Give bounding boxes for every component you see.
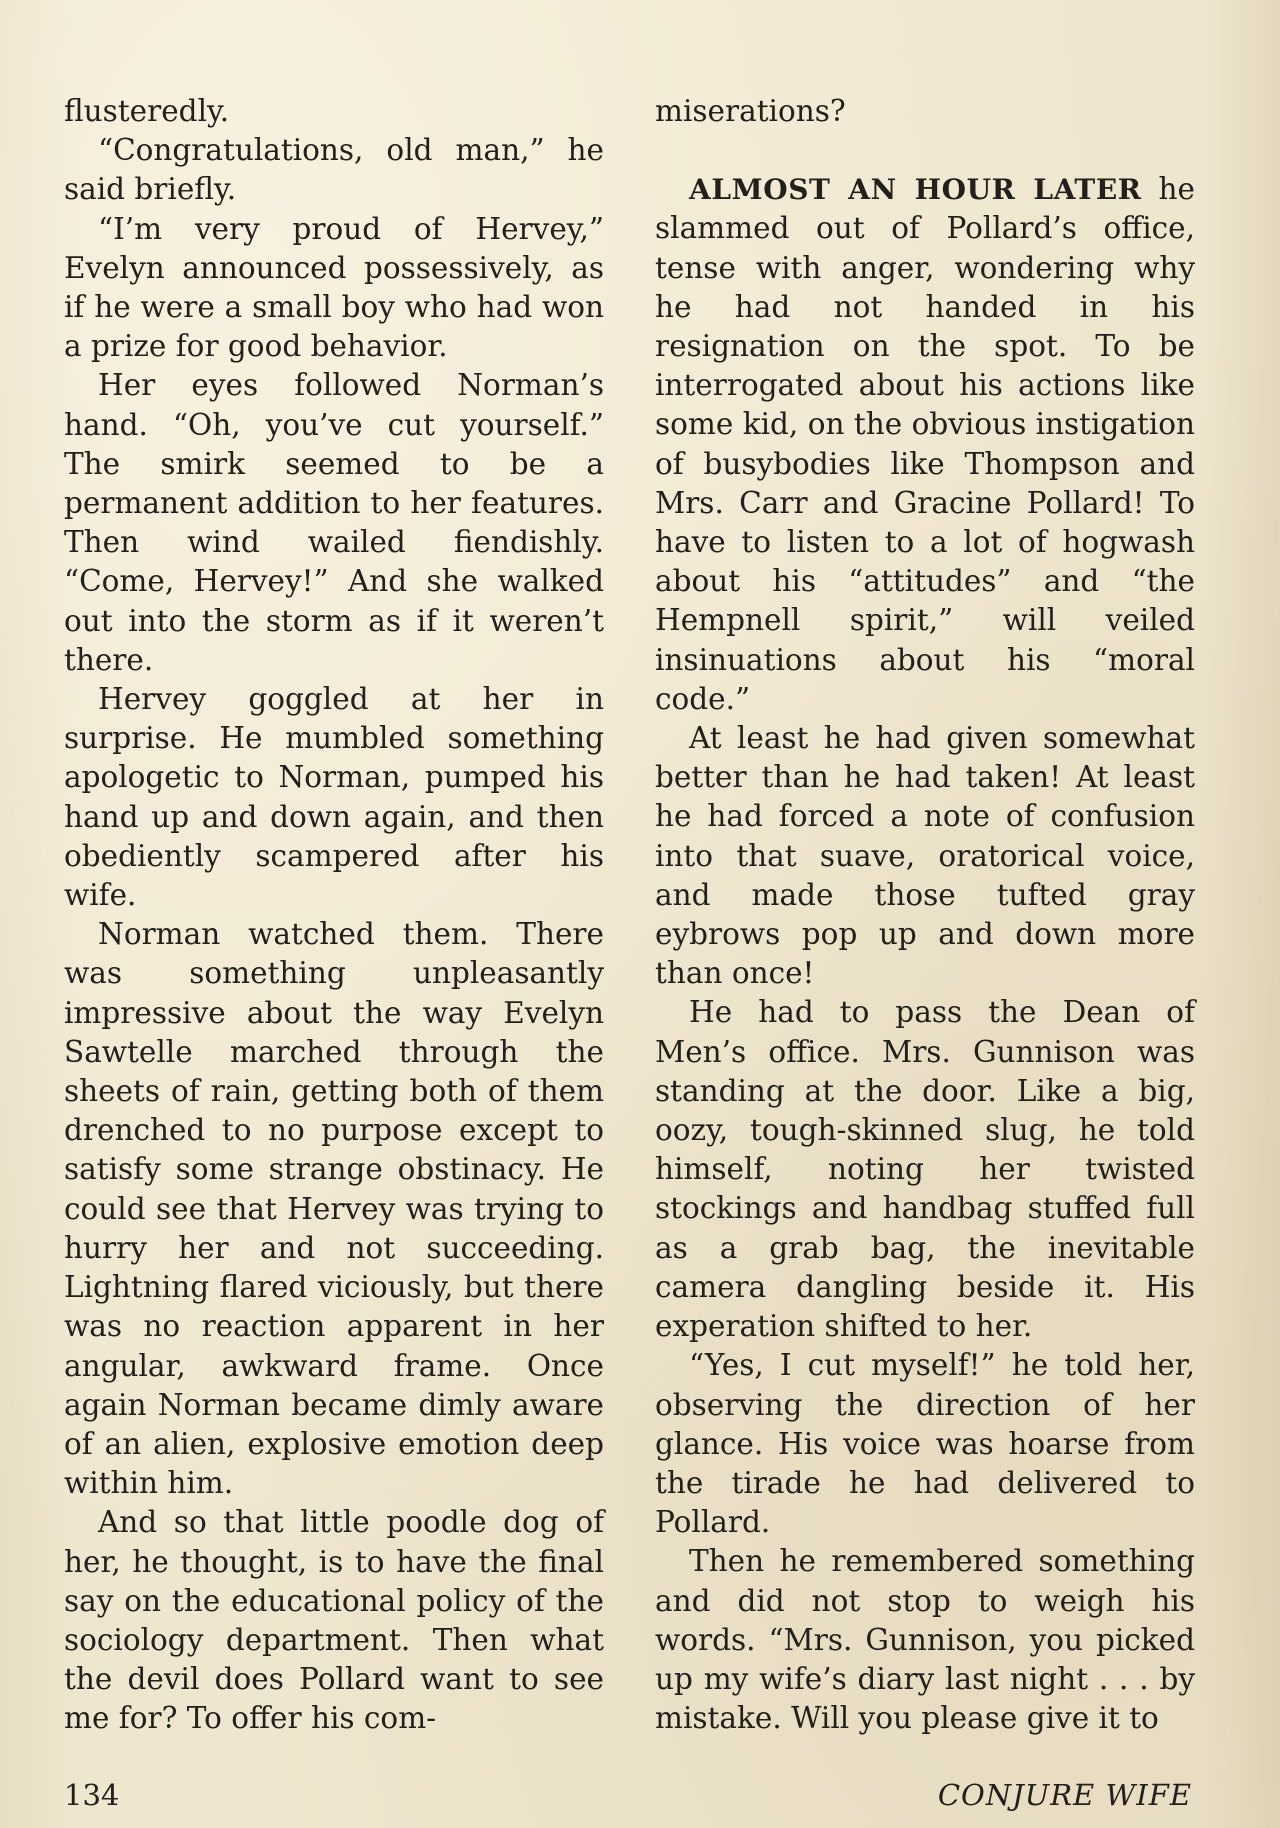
paragraph: Her eyes followed Norman’s hand. “Oh, you’ve cut yourself.” The smirk seemed to be a permanent addition to her features. Then wind wailed fiendishly. “Come, Hervey!” And she walked out into the storm as if it weren’t there. xyxy=(64,368,604,677)
continued-line: miserations? xyxy=(655,94,846,128)
paragraph: Hervey goggled at her in surprise. He mumbled something apologetic to Norman, pumped his hand up and down again, and then obediently scampered after his wife. xyxy=(64,682,604,913)
paragraph: “Congratulations, old man,” he said briefly. xyxy=(64,133,604,207)
paragraph: At least he had given somewhat better than he had taken! At least he had forced a note of confusion into that suave, oratorical voice, and made those tufted gray eybrows pop up and down more than once! xyxy=(655,721,1195,991)
page-number: 134 xyxy=(64,1778,120,1812)
section-opening-paragraph xyxy=(655,170,1195,719)
page-footer xyxy=(64,1778,1192,1818)
paragraph: And so that little poodle dog of her, he thought, is to have the final say on the educational policy of the sociology department. Then what the devil does Pollard want to see me for? To offer his com- xyxy=(64,1505,604,1736)
paragraph: Norman watched them. There was something unpleasantly impressive about the way Evelyn Sawtelle marched through the sheets of rain, getting both of them drenched to no purpose except to satisfy some strange obstinacy. He could see that Hervey was trying to hurry her and not succeeding. Lightning flared viciously, but there was no reaction apparent in her angular, awkward frame. Once again Norman became dimly aware of an alien, explosive emotion deep within him. xyxy=(64,917,604,1501)
left-column xyxy=(64,92,604,1739)
section-lead-in: ALMOST AN HOUR LATER xyxy=(689,173,1142,207)
paragraph: “Yes, I cut myself!” he told her, observing the direction of her glance. His voice was hoarse from the tirade he had delivered to Pollard. xyxy=(655,1348,1195,1540)
paragraph: “I’m very proud of Hervey,” Evelyn announced possessively, as if he were a small boy who had won a prize for good behavior. xyxy=(64,211,604,364)
paragraph: flusteredly. xyxy=(64,94,230,128)
running-title: CONJURE WIFE xyxy=(937,1778,1192,1812)
section-opening-text: he slammed out of Pollard’s office, tense with anger, wondering why he had not handed in his resignation on the spot. To be interrogated about his actions like some kid, on the obvious instigation of busybodies like Thompson and Mrs. Carr and Gracine Pollard! To have to listen to a lot of hogwash about his “attitudes” and “the Hempnell spirit,” will veiled insinuations about his “moral code.” xyxy=(655,172,1195,716)
right-column xyxy=(655,92,1195,1738)
paragraph: Then he remembered something and did not stop to weigh his words. “Mrs. Gunnison, you picked up my wife’s diary last night . . . by mistake. Will you please give it to xyxy=(655,1544,1195,1736)
paragraph: He had to pass the Dean of Men’s office. Mrs. Gunnison was standing at the door. Like a big, oozy, tough-skinned slug, he told himself, noting her twisted stockings and handbag stuffed full as a grab bag, the inevitable camera dangling beside it. His experation shifted to her. xyxy=(655,995,1195,1344)
